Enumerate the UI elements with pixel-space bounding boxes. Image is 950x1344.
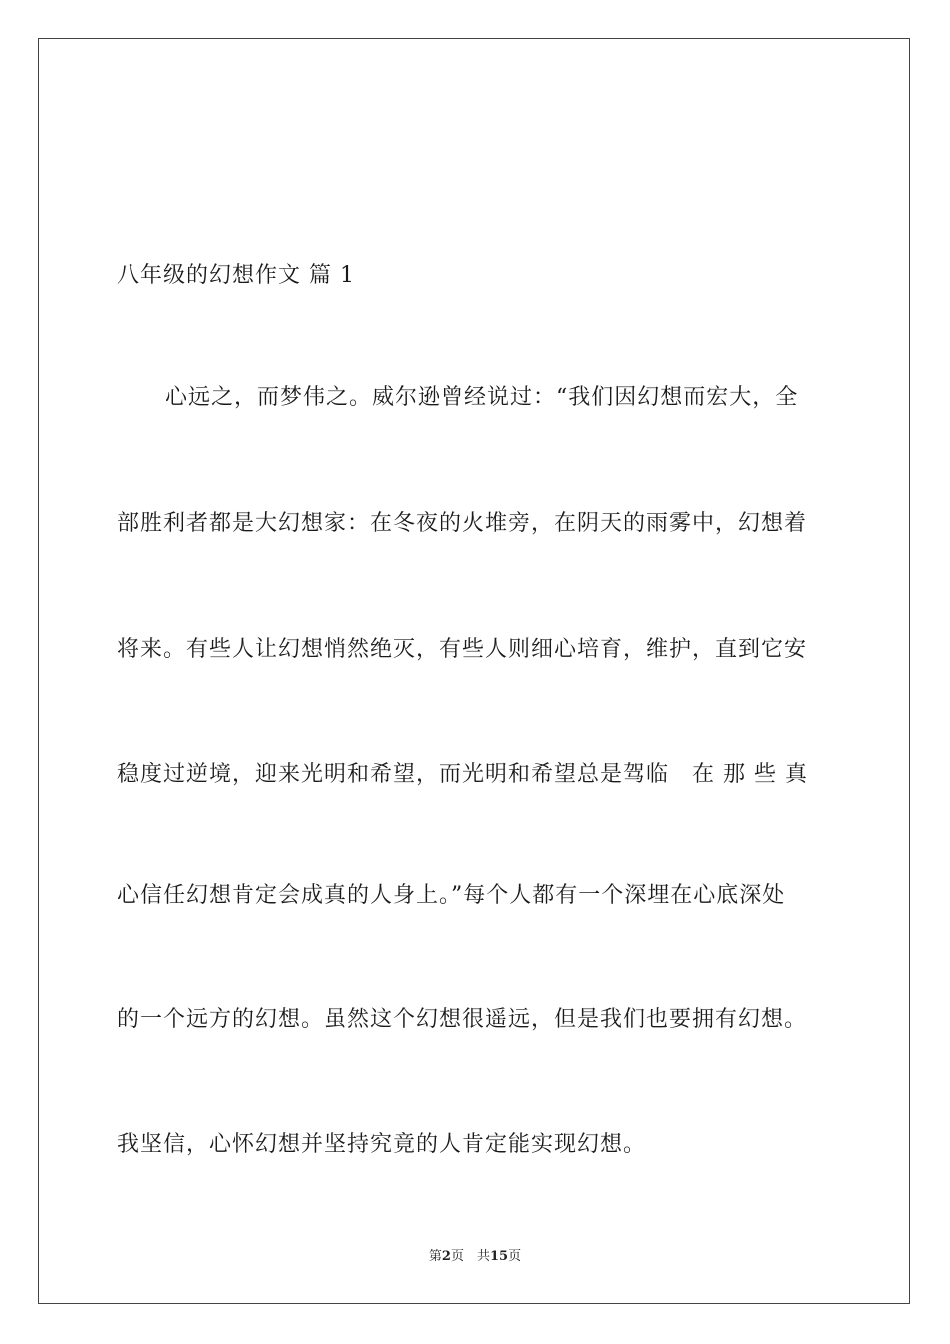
paragraph-line: 将来。有些人让幻想悄然绝灭，有些人则细心培育，维护，直到它安 bbox=[117, 637, 808, 662]
paragraph-line: 心信任幻想肯定会成真的人身上。”每个人都有一个深埋在心底深处 bbox=[117, 883, 786, 908]
footer-total-pages: 15 bbox=[489, 1249, 509, 1264]
footer-page-number: 2 bbox=[441, 1249, 451, 1264]
footer-suffix: 页 bbox=[508, 1249, 522, 1264]
footer-middle: 页 共 bbox=[450, 1249, 490, 1264]
paragraph-line: 我坚信，心怀幻想并坚持究竟的人肯定能实现幻想。 bbox=[117, 1132, 647, 1157]
page-border bbox=[38, 38, 910, 1304]
page-footer bbox=[0, 1248, 950, 1266]
paragraph-line: 部胜利者都是大幻想家：在冬夜的火堆旁，在阴天的雨雾中，幻想着 bbox=[117, 511, 808, 536]
paragraph-line: 稳度过逆境，迎来光明和希望，而光明和希望总是驾临 在 那 些 真 bbox=[117, 762, 808, 787]
document-title: 八年级的幻想作文 篇 1 bbox=[117, 263, 355, 288]
footer-prefix: 第 bbox=[428, 1249, 442, 1264]
paragraph-line: 心远之，而梦伟之。威尔逊曾经说过：“我们因幻想而宏大，全 bbox=[165, 385, 799, 410]
paragraph-line: 的一个远方的幻想。虽然这个幻想很遥远，但是我们也要拥有幻想。 bbox=[117, 1007, 808, 1032]
